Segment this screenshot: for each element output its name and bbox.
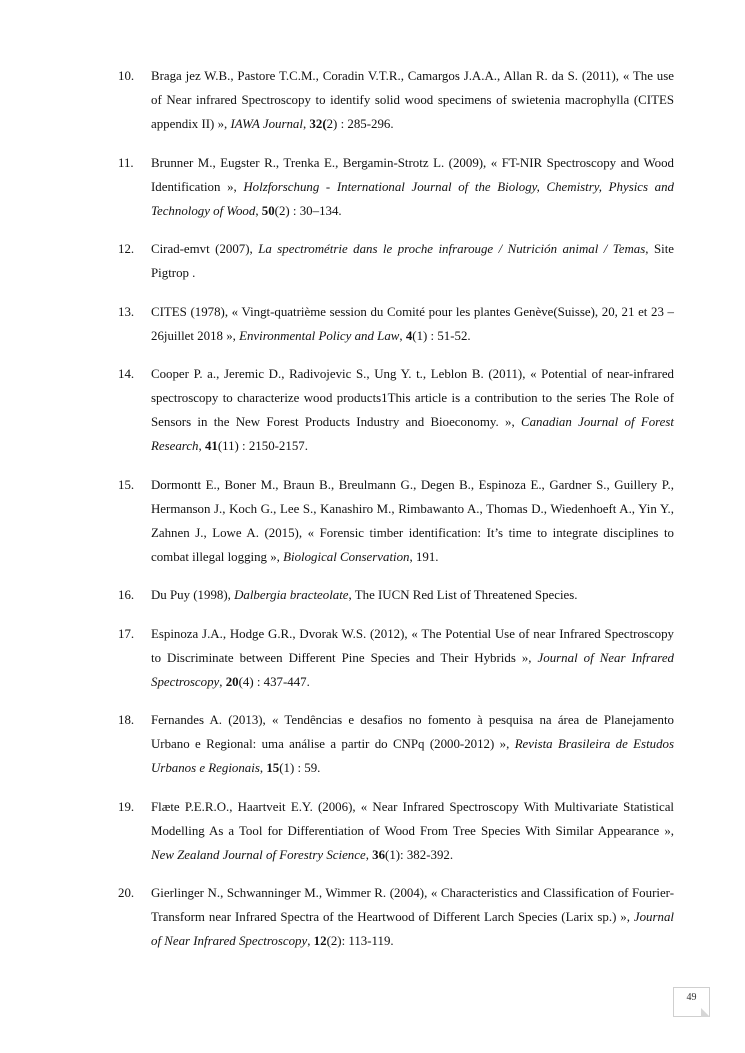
page-fold-corner [701, 1008, 710, 1017]
reference-text [151, 362, 674, 458]
reference-volume: 36 [372, 847, 386, 862]
reference-source-title: Biological Conservation [283, 549, 410, 564]
reference-segment: Flæte P.E.R.O., Haartveit E.Y. (2006), « Near Infrared Spectroscopy With Multivariate Statistical Modelling As a Tool for Differentiation of Wood From Tree Species With Similar Appearance », [151, 799, 674, 838]
reference-segment: (11) : 2150-2157. [217, 439, 308, 453]
reference-item [118, 583, 674, 607]
reference-number: 15. [118, 477, 135, 492]
reference-text [151, 300, 674, 348]
reference-segment: Cirad-emvt (2007), [151, 242, 259, 256]
reference-segment: , [399, 328, 406, 343]
page-number: 49 [686, 992, 697, 1003]
reference-source-title: Journal of Near Infrared Spectroscopy [151, 910, 674, 948]
reference-item [118, 151, 674, 223]
reference-source-title: IAWA Journal [230, 117, 303, 131]
reference-segment: (2): 113-119. [326, 934, 394, 948]
reference-volume: 32( [309, 117, 327, 131]
reference-source-title: La spectrométrie dans le proche infrarouge / Nutrición animal / Temas [258, 242, 646, 256]
reference-source-title: Dalbergia bracteolate [234, 588, 349, 602]
reference-segment: , Site Pigtrop . [151, 242, 674, 280]
reference-number: 17. [118, 626, 135, 641]
reference-item [118, 473, 674, 569]
reference-segment: 2) : 285-296. [326, 117, 394, 131]
reference-source-title: Canadian Journal of Forest Research [151, 415, 674, 453]
reference-segment: , 191. [409, 549, 439, 564]
reference-number: 16. [118, 588, 135, 602]
reference-text [151, 881, 674, 953]
reference-item [118, 622, 674, 694]
reference-text [151, 583, 674, 607]
reference-segment: (1) : 51-52. [412, 328, 471, 343]
reference-segment: , [302, 117, 310, 131]
reference-item [118, 881, 674, 953]
reference-segment: (2) : 30–134. [274, 203, 342, 218]
reference-source-title: Journal of Near Infrared Spectroscopy [151, 650, 674, 689]
reference-source-title: Revista Brasileira de Estudos Urbanos e Regionais [151, 737, 675, 775]
reference-text [151, 708, 674, 780]
reference-segment: Gierlinger N., Schwanninger M., Wimmer R. (2004), « Characteristics and Classification of Fourier-Transform near Infrared Spectra of the Heartwood of Different Larch Species (Larix sp.) », [151, 886, 674, 924]
reference-segment: , [255, 203, 262, 218]
reference-segment: , [198, 439, 205, 453]
reference-source-title: Holzforschung - International Journal of the Biology, Chemistry, Physics and Technology of Wood [151, 179, 674, 218]
reference-segment: Fernandes A. (2013), « Tendências e desafios no fomento à pesquisa na área de Planejamento Urbano e Regional: uma análise a partir do CNPq (2000-2012) », [151, 713, 674, 751]
reference-item [118, 708, 674, 780]
reference-segment: Dormontt E., Boner M., Braun B., Breulmann G., Degen B., Espinoza E., Gardner S., Guillery P., Hermanson J., Koch G., Lee S., Kanashiro M., Rimbawanto A., Thomas D., Wiedenhoeft A., Yin Y., Zahnen J., Lowe A. (2015), « Forensic timber identification: It’s time to integrate disciplines to combat illegal logging », [151, 477, 674, 564]
reference-segment: Brunner M., Eugster R., Trenka E., Bergamin-Strotz L. (2009), « FT-NIR Spectroscopy and Wood Identification », [151, 155, 674, 194]
reference-volume: 50 [261, 203, 275, 218]
page-number-box [673, 987, 710, 1017]
reference-item [118, 795, 674, 867]
reference-volume: 20 [225, 674, 239, 689]
reference-volume: 41 [204, 439, 218, 453]
reference-volume: 12 [313, 934, 327, 948]
reference-source-title: Environmental Policy and Law [239, 328, 400, 343]
reference-text [151, 151, 674, 223]
reference-text [151, 237, 674, 285]
reference-text [151, 622, 674, 694]
reference-segment: , [365, 847, 373, 862]
reference-segment: (4) : 437-447. [238, 674, 310, 689]
reference-number: 18. [118, 713, 135, 727]
reference-volume: 4 [405, 328, 413, 343]
reference-segment: , [307, 934, 314, 948]
reference-volume: 15 [266, 761, 280, 775]
reference-segment: , [219, 674, 226, 689]
reference-text [151, 795, 674, 867]
reference-number: 13. [118, 304, 135, 319]
reference-item [118, 237, 674, 285]
reference-item [118, 362, 674, 458]
reference-number: 12. [118, 242, 135, 256]
reference-segment: (1) : 59. [279, 761, 321, 775]
reference-segment: Espinoza J.A., Hodge G.R., Dvorak W.S. (2012), « The Potential Use of near Infrared Spectroscopy to Discriminate between Different Pine Species and Their Hybrids », [151, 626, 674, 665]
reference-item [118, 64, 674, 136]
reference-number: 19. [118, 799, 135, 814]
reference-list [118, 64, 674, 968]
reference-segment: Cooper P. a., Jeremic D., Radivojevic S., Ung Y. t., Leblon B. (2011), « Potential of near-infrared spectroscopy to characterize wood products1This article is a contribution to the series The Role of Sensors in the New Forest Products Industry and Bioeconomy. », [151, 367, 674, 429]
reference-segment: , The IUCN Red List of Threatened Species. [348, 588, 578, 602]
reference-number: 14. [118, 367, 135, 381]
reference-segment: Braga jez W.B., Pastore T.C.M., Coradin V.T.R., Camargos J.A.A., Allan R. da S. (2011), « The use of Near infrared Spectroscopy to identify solid wood specimens of swietenia macrophylla (CITES appendix II) », [151, 69, 674, 131]
reference-number: 11. [118, 155, 134, 170]
reference-segment: Du Puy (1998), [151, 588, 235, 602]
reference-segment: CITES (1978), « Vingt-quatrième session du Comité pour les plantes Genève(Suisse), 20, 21 et 23 – 26juillet 2018 », [151, 304, 674, 343]
reference-segment: (1): 382-392. [385, 847, 454, 862]
reference-item [118, 300, 674, 348]
reference-segment: , [259, 761, 267, 775]
reference-number: 10. [118, 69, 135, 83]
reference-source-title: New Zealand Journal of Forestry Science [151, 847, 366, 862]
reference-text [151, 473, 674, 569]
reference-text [151, 64, 674, 136]
reference-number: 20. [118, 886, 135, 900]
